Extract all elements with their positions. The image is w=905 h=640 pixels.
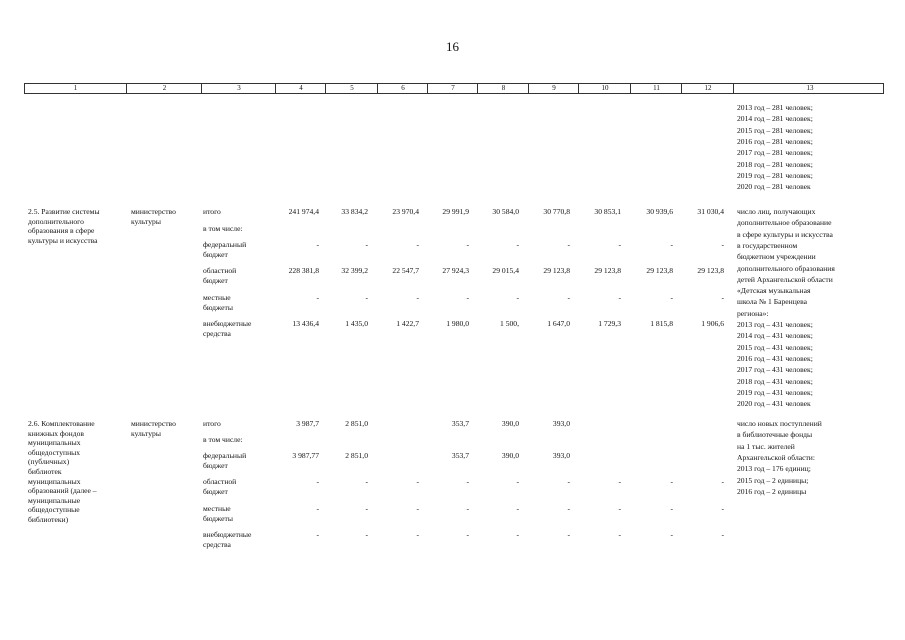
value-cell: 1 906,6	[701, 319, 724, 328]
value-cell: 29 123,8	[697, 266, 724, 275]
section-title-line: муниципальные	[28, 495, 81, 505]
value-cell: -	[618, 504, 621, 513]
value-cell: -	[365, 293, 368, 302]
value-cell: 1 647,0	[547, 319, 570, 328]
col13-line: детей Архангельской области	[737, 274, 833, 284]
value-cell: 31 030,4	[697, 207, 724, 216]
value-cell: -	[466, 530, 469, 539]
row-label: итого	[203, 419, 221, 428]
section-title-line: муниципальных	[28, 476, 81, 486]
col13-line: 2015 год – 431 человек;	[737, 342, 813, 352]
value-cell: 2 851,0	[345, 451, 368, 460]
value-cell: 30 770,8	[543, 207, 570, 216]
row-label: в том числе:	[203, 224, 243, 233]
executor-line: министерство	[131, 207, 176, 216]
value-cell: -	[567, 477, 570, 486]
section-title-line: библиотеки)	[28, 515, 69, 524]
value-cell: -	[316, 530, 319, 539]
row-label: средства	[203, 328, 231, 338]
value-cell: -	[466, 240, 469, 249]
value-cell: 1 500,	[500, 319, 519, 328]
value-cell: 393,0	[552, 419, 570, 428]
header-col-6: 6	[377, 84, 428, 93]
value-cell: 1 980,0	[446, 319, 469, 328]
value-cell: 30 939,6	[646, 207, 673, 216]
section-title-line: книжных фондов	[28, 428, 84, 438]
col13-line: дополнительное образование	[737, 218, 832, 228]
row-label: внебюджетные	[203, 530, 252, 539]
row-label: федеральный	[203, 240, 247, 249]
table-header-row	[24, 83, 884, 94]
value-cell: -	[721, 293, 724, 302]
value-cell: 241 974,4	[288, 207, 319, 216]
executor-line: культуры	[131, 216, 161, 226]
col13-line: 2016 год – 431 человек;	[737, 353, 813, 363]
row-label: областной	[203, 477, 237, 486]
col13-line: 2017 год – 431 человек;	[737, 365, 813, 375]
value-cell: -	[721, 504, 724, 513]
col13-line: 2014 год – 281 человек;	[737, 114, 813, 124]
row-label: бюджеты	[203, 513, 233, 523]
header-col-7: 7	[427, 84, 478, 93]
value-cell: 29 015,4	[492, 266, 519, 275]
value-cell: -	[618, 477, 621, 486]
value-cell: 390,0	[501, 419, 519, 428]
value-cell: 353,7	[451, 451, 469, 460]
value-cell: -	[316, 240, 319, 249]
row-label: в том числе:	[203, 435, 243, 444]
col13-line: дополнительного образования	[737, 263, 835, 273]
col13-line: бюджетном учреждении	[737, 252, 816, 262]
value-cell: -	[316, 293, 319, 302]
row-label: местные	[203, 504, 231, 513]
section-title-line: муниципальных	[28, 438, 81, 448]
value-cell: -	[365, 504, 368, 513]
value-cell: -	[416, 530, 419, 539]
header-col-13: 13	[733, 84, 886, 93]
col13-line: «Детская музыкальная	[737, 286, 811, 296]
col13-line: на 1 тыс. жителей	[737, 441, 795, 451]
section-title-line: 2.5. Развитие системы	[28, 207, 100, 216]
col13-line: в государственном	[737, 240, 798, 250]
value-cell: -	[721, 477, 724, 486]
value-cell: 1 729,3	[598, 319, 621, 328]
row-label: местные	[203, 293, 231, 302]
col13-line: 2019 год – 281 человек;	[737, 170, 813, 180]
value-cell: 390,0	[501, 451, 519, 460]
section-title-line: библиотек	[28, 467, 62, 476]
row-label: внебюджетные	[203, 319, 252, 328]
value-cell: -	[466, 477, 469, 486]
value-cell: 30 853,1	[594, 207, 621, 216]
col13-line: 2020 год – 431 человек	[737, 399, 811, 409]
row-label: федеральный	[203, 451, 247, 460]
col13-line: 2015 год – 2 единицы;	[737, 475, 809, 485]
page-number: 16	[446, 39, 459, 54]
value-cell: -	[516, 477, 519, 486]
row-label: итого	[203, 207, 221, 216]
col13-line: Архангельской области:	[737, 452, 815, 462]
col13-line: 2020 год – 281 человек	[737, 182, 811, 192]
executor-line: культуры	[131, 428, 161, 438]
header-col-10: 10	[578, 84, 631, 93]
col13-line: 2017 год – 281 человек;	[737, 148, 813, 158]
value-cell: -	[316, 477, 319, 486]
header-col-8: 8	[477, 84, 529, 93]
col13-line: школа № 1 Баренцева	[737, 297, 807, 307]
value-cell: 27 924,3	[442, 266, 469, 275]
value-cell: -	[365, 530, 368, 539]
value-cell: 1 815,8	[650, 319, 673, 328]
value-cell: 30 584,0	[492, 207, 519, 216]
value-cell: -	[567, 530, 570, 539]
header-col-2: 2	[126, 84, 202, 93]
col13-line: региона»:	[737, 308, 769, 318]
value-cell: -	[416, 240, 419, 249]
col13-line: 2019 год – 431 человек;	[737, 387, 813, 397]
value-cell: 22 547,7	[392, 266, 419, 275]
value-cell: -	[416, 504, 419, 513]
row-label: средства	[203, 539, 231, 549]
value-cell: -	[567, 293, 570, 302]
col13-line: 2014 год – 431 человек;	[737, 331, 813, 341]
col13-line: 2013 год – 281 человек;	[737, 103, 813, 112]
header-col-12: 12	[681, 84, 734, 93]
value-cell: -	[516, 293, 519, 302]
col13-line: 2018 год – 431 человек;	[737, 376, 813, 386]
row-label: бюджет	[203, 486, 228, 496]
value-cell: -	[516, 504, 519, 513]
col13-line: в библиотечные фонды	[737, 430, 813, 440]
header-col-4: 4	[275, 84, 326, 93]
value-cell: -	[516, 530, 519, 539]
value-cell: -	[516, 240, 519, 249]
row-label: бюджет	[203, 460, 228, 470]
value-cell: 353,7	[451, 419, 469, 428]
value-cell: -	[618, 240, 621, 249]
value-cell: 32 399,2	[341, 266, 368, 275]
header-col-5: 5	[325, 84, 378, 93]
section-title-line: (публичных)	[28, 457, 70, 467]
section-title-line: дополнительного	[28, 216, 84, 226]
value-cell: 29 123,8	[646, 266, 673, 275]
value-cell: 29 123,8	[543, 266, 570, 275]
value-cell: 1 422,7	[396, 319, 419, 328]
value-cell: -	[316, 504, 319, 513]
col13-line: 2018 год – 281 человек;	[737, 159, 813, 169]
value-cell: -	[721, 530, 724, 539]
row-label: областной	[203, 266, 237, 275]
value-cell: -	[567, 504, 570, 513]
section-title-line: общедоступные	[28, 505, 80, 515]
value-cell: 29 123,8	[594, 266, 621, 275]
section-title-line: образования в сфере	[28, 226, 95, 236]
value-cell: -	[466, 504, 469, 513]
value-cell: -	[416, 477, 419, 486]
header-col-1: 1	[73, 84, 78, 92]
value-cell: 1 435,0	[345, 319, 368, 328]
col13-line: 2013 год – 431 человек;	[737, 320, 813, 329]
header-col-11: 11	[630, 84, 682, 93]
value-cell: -	[466, 293, 469, 302]
value-cell: 29 991,9	[442, 207, 469, 216]
value-cell: -	[567, 240, 570, 249]
value-cell: -	[670, 504, 673, 513]
col13-line: число новых поступлений	[737, 419, 822, 428]
value-cell: 3 987,77	[292, 451, 319, 460]
value-cell: -	[416, 293, 419, 302]
col13-line: в сфере культуры и искусства	[737, 229, 833, 239]
value-cell: 2 851,0	[345, 419, 368, 428]
section-title-line: культуры и искусства	[28, 235, 98, 245]
value-cell: 13 436,4	[292, 319, 319, 328]
header-col-9: 9	[528, 84, 579, 93]
row-label: бюджет	[203, 249, 228, 259]
col13-line: 2016 год – 2 единицы	[737, 486, 807, 496]
value-cell: 23 970,4	[392, 207, 419, 216]
value-cell: 33 834,2	[341, 207, 368, 216]
value-cell: -	[618, 530, 621, 539]
col13-line: 2015 год – 281 человек;	[737, 125, 813, 135]
section-title-line: общедоступных	[28, 447, 81, 457]
col13-line: 2013 год – 176 единиц;	[737, 464, 811, 474]
value-cell: -	[618, 293, 621, 302]
value-cell: -	[365, 240, 368, 249]
value-cell: -	[670, 530, 673, 539]
value-cell: 228 381,8	[288, 266, 319, 275]
section-title-line: образований (далее –	[28, 486, 97, 496]
col13-line: 2016 год – 281 человек;	[737, 136, 813, 146]
value-cell: -	[365, 477, 368, 486]
value-cell: -	[721, 240, 724, 249]
section-title-line: 2.6. Комплектование	[28, 419, 95, 428]
row-label: бюджет	[203, 275, 228, 285]
col13-line: число лиц, получающих	[737, 207, 816, 216]
value-cell: -	[670, 293, 673, 302]
executor-line: министерство	[131, 419, 176, 428]
value-cell: -	[670, 477, 673, 486]
row-label: бюджеты	[203, 302, 233, 312]
value-cell: 393,0	[552, 451, 570, 460]
value-cell: -	[670, 240, 673, 249]
value-cell: 3 987,7	[296, 419, 319, 428]
header-col-3: 3	[201, 84, 276, 93]
